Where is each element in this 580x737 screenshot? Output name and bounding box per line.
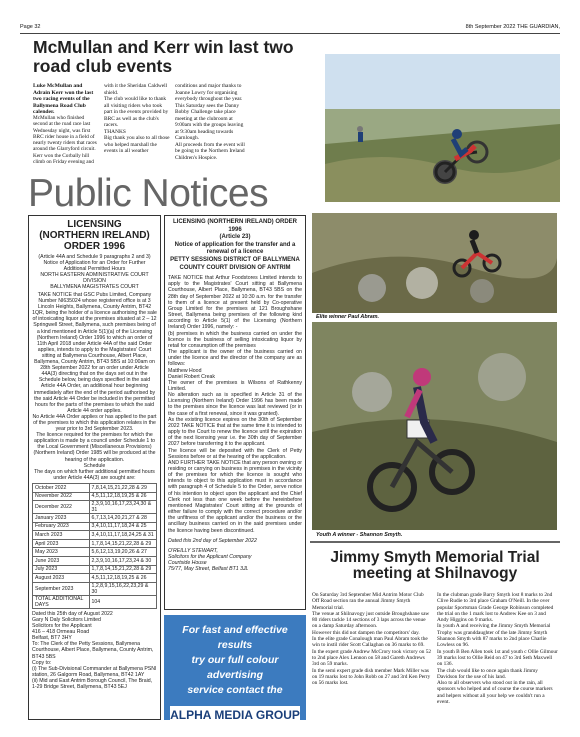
ad-line-1: For fast and effective results <box>182 624 288 651</box>
ad-brand: ALPHA MEDIA GROUP <box>170 708 300 722</box>
schedule-days: 7,8,14,15,21,22,28 & 29 <box>89 483 157 492</box>
caption-youth: Youth A winner - Shannon Smyth. <box>316 532 403 538</box>
schedule-row <box>33 582 157 595</box>
schedule-days: 1,7,8,14,15,21,22,28 & 29 <box>89 565 157 574</box>
alpha-media-ad <box>164 615 306 720</box>
schedule-days: 1,7,8,14,15,21,22,28 & 29 <box>89 539 157 548</box>
schedule-days: 2,3,9,10,16,17,23,24,30 & 31 <box>89 501 157 514</box>
schedule-row <box>33 548 157 557</box>
public-notices-title: Public Notices <box>28 172 269 215</box>
schedule-days: 2,3,9,10,16,17,23,24 & 30 <box>89 557 157 566</box>
jimmy-col-b: In the clubman grade Barry Smyth lost 8 marks to 2nd Clive Rudie to 3rd place Graham O'Neill. In the over popular Sportsman Grade George Robinson completed the trial on the 1 mark lost to Andrew Kee on 3 and Andy Higgins on 9 marks. In youth A and receiving the Jimmy Smyth Memorial Trophy was granddaughter of the late Jimmy Smyth Shannon Smyth with 87 marks to 2nd place Charlie Lowless on 96. In youth B Ben Allen took 1st and youth c Ollie Gilmour 39 marks lost to Ollie Reid on 47 to 3rd Seth Maxwell on 136. The club would like to once again thank Jimmy Davidson for the use of his land. Also to all observers who stood out in the rain, all sponsors who helped and of course the course markers and helpers without all your help we couldn't run a event. <box>437 592 558 706</box>
road-club-col1: McMullan who finished second at the road race last Wednesday night, was first BRC rider house in a field of nearly twenty riders that races around the Glarryford circuit. Kerr won the Corbally hill climb on Friday evening and <box>33 115 97 166</box>
licensing-notice-subtitle: (Article 44A and Schedule 9 paragraphs 2 and 3) Notice of Application for an Order for Further Additional Permitted Hours NORTH EASTERN ADMINISTRATIVE COURT DIVISION BALLYMENA MAGISTRATES COURT <box>38 254 151 290</box>
trial-photo-top <box>325 54 560 202</box>
schedule-days: 4,5,11,12,18,19,25 & 26 <box>89 492 157 501</box>
schedule-month: September 2023 <box>33 582 90 595</box>
licensing-notice-footer: Dated this 25th day of August 2022 Gary N Daly Solicitors Limited Solicitors for the Applicant 416 – 418 Ormeau Road Belfast, BT7 3HY To: The Clerk of the Petty Sessions, Ballymena Courthouse, Albert Place, Ballymena, County Antrim, BT43 5BS Copy to: (i) The Sub-Divisional Commander at Ballymena PSNI station, 26 Galgorm Road, Ballymena, BT42 1AY (ii) Mid and East Antrim Borough Council, The Braid, 1-29 Bridge Street, Ballymena, BT43 5EJ <box>32 610 157 690</box>
page-header <box>20 23 560 34</box>
schedule-row <box>33 539 157 548</box>
schedule-row <box>33 557 157 566</box>
jimmy-col-a: On Saturday 3rd September Mid Antrim Motor Club Off Road section ran the annual Jimmy Smyth Memorial trial. The venue at Shilnavogy just outside Broughshane saw 80 riders tackle 14 sections of 3 laps across the venue on a damp Saturday afternoon. However this did not dampen the competitors' day. In the elite grade Conalough man Paul Abram took the win to instil rider Scott Callaghan on 36 marks to 69. In the expert grade Andrew McCrory took victory on 52 to 2nd place Alex Lennon on 58 and Gareth Andrews 3rd on 59 marks. In the semi expert grade dish member Mark Miller was on 19 marks lost to John Robb on 27 and 3rd Ken Perry on 56 marks lost. <box>312 592 432 687</box>
schedule-month: October 2022 <box>33 483 90 492</box>
licensing-notice-gsc <box>28 215 161 720</box>
licensing-notice-arthur <box>164 215 306 610</box>
schedule-row <box>33 595 157 608</box>
schedule-table <box>32 483 157 609</box>
licensing-notice2-dated: Dated this 2nd day of September 2022 <box>168 537 257 544</box>
schedule-days: 3,4,10,11,17,18,24,25 & 31 <box>89 531 157 540</box>
licensing-notice2-title: LICENSING (NORTHERN IRELAND) ORDER 1996 (Article 23) Notice of application for the transfer and a renewal of a licence PETTY SESSIONS DISTRICT OF BALLYMENA COUNTY COURT DIVISION OF ANTRIM <box>170 219 300 271</box>
road-club-col2: with it the Sheridan Caldwell shield. The club would like to thank all visiting riders who took part in the events provided by BRC as well as the club's racers. THANKS Big thank you also to all those who helped marshall the events in all weather <box>104 83 170 154</box>
schedule-days: 3,4,10,11,17,18,24 & 25 <box>89 522 157 531</box>
schedule-month: April 2023 <box>33 539 90 548</box>
schedule-row <box>33 492 157 501</box>
schedule-days: 1,2,8,9,15,16,22,23,29 & 30 <box>89 582 157 595</box>
schedule-month: February 2023 <box>33 522 90 531</box>
trial-photo-youth <box>312 322 557 530</box>
schedule-row <box>33 565 157 574</box>
jimmy-headline: Jimmy Smyth Memorial Trial meeting at Shilnavogy <box>330 549 540 582</box>
schedule-month: January 2023 <box>33 514 90 523</box>
divider <box>310 541 560 543</box>
licensing-notice-body: TAKE NOTICE that GSC Pubs Limited, Company Number NI635024 whose registered office is at 3 Lincoln Heights, Ballymena, County Antrim, BT42 1QR, being the holder of a licence authorising the sale of intoxicating liquor at the premises situated at 2 – 12 Springwell Street, Ballymena, such premises being of a kind mentioned in Article 5(1)(a) of the Licensing (Northern Ireland) Order 1996 to which an order of 11th April 2018 under Article 44A of the said Order applies, intends to apply to the Magistrates' Court sitting at Ballymena Courthouse, Albert Place, Ballymena, County Antrim, BT43 5BS at 10:00am on 28th September 2022 for an order under Article 44A(3) directing that on the days set out in the Schedule below, being days specified in the said Article 44A Order, an additional hour beginning immediately after the end of the period authorised by the said Article 44 Order be included in the permitted hours for the parts of the premises to which the said Article 44 order applies. No Article 44A Order applies or has applied to the part of the premises to which this application relates in the year prior to 3rd September 2023. The licence required for the premises for which the application is made by a council under Schedule 1 to the Local Government (Miscellaneous Provisions)(Northern Ireland) Order 1985 will be produced at the hearing of the application. Schedule The days on which further additional permitted hours under Article 44A(3) are sought are: <box>32 292 157 481</box>
header-date: 8th September 2022 THE GUARDIAN, <box>465 24 560 30</box>
licensing-notice2-body: TAKE NOTICE that Arthur Foodstores Limited intends to apply to the Magistrates' Court sitting at Ballymena Courthouse, Albert Place, Ballymena, BT43 5BS on the 28th day of September 2022 at 10:30 a.m. for the transfer to them of a licence at present held by Co-operative Group Limited for the premises at 121 Broughshane Street, Ballymena being premises of the following kind according to Article 5(1) of the Licensing (Northern Ireland) Order 1996, namely: - (b) premises in which the business carried on under the licence is the business of selling intoxicating liquor by retail for consumption off the premises The applicant is the owner of the business carried on under the licence and the director of the company are as follows: Matthew Hood Daniel Robert Creak The owner of the premises is Wilsons of Rathkenny Limited. No alteration such as is specified in Article 31 of the Licensing (Northern Ireland) Order 1996 has been made to the premises since the licence was last reviewed (or in the case of a first renewal, since it was granted). As the existing licence expires on the 30th of September 2022 TAKE NOTICE that at the same time it is intended to apply to the Court to renew the licence until the expiration of the next licensing year i.e. the 30th day of September 2027 before transferring it to the applicant. The licence will be deposited with the Clerk of Petty Sessions before or at the hearing of the application. AND FURTHER TAKE NOTICE that any person owning or residing or carrying on business in premises in the vicinity of the premises for which the licence is sought who intends to object to this application must in accordance with paragraph 4 of Schedule 5 to the Order, serve notice of his intention to object upon the applicant and the Chief Clerk not less than one week before the hereinbefore mentioned Magistrates' Court sitting at the grounds of either failure to comply with the correct procedure and/or the unfitness of the applicant and/or the business or the ancillary business carried on in the said premises under the licence having been discontinued. <box>168 275 302 534</box>
licensing-notice-title: LICENSING (NORTHERN IRELAND) ORDER 1996 <box>39 219 150 252</box>
schedule-month: TOTAL ADDITIONAL DAYS <box>33 595 90 608</box>
schedule-row <box>33 574 157 583</box>
schedule-month: May 2023 <box>33 548 90 557</box>
schedule-days: 104 <box>89 595 157 608</box>
page-number: Page 32 <box>20 24 41 30</box>
schedule-month: March 2023 <box>33 531 90 540</box>
schedule-row <box>33 483 157 492</box>
caption-elite: Elite winner Paul Abram. <box>316 314 380 320</box>
schedule-days: 6,7,13,14,20,21,27 & 28 <box>89 514 157 523</box>
headline-road-club: McMullan and Kerr win last two road club events <box>33 37 294 76</box>
trial-photo-elite <box>312 213 557 313</box>
schedule-row <box>33 514 157 523</box>
schedule-month: December 2022 <box>33 501 90 514</box>
schedule-row <box>33 531 157 540</box>
schedule-days: 5,6,12,13,19,20,26 & 27 <box>89 548 157 557</box>
licensing-notice2-signature: O'REILLY STEWART, Solicitors for the Applicant Company Courtside House 75/77, May Street, Belfast BT1 3JL <box>168 547 252 573</box>
ad-line-2: try our full colour advertising <box>191 654 279 681</box>
road-club-lede: Luke McMullan and Adrain Kerr won the last two racing events of the Ballymena Road Club calender. <box>33 83 94 115</box>
schedule-month: November 2022 <box>33 492 90 501</box>
ad-line-3: service contact the <box>187 684 283 696</box>
schedule-row <box>33 501 157 514</box>
schedule-row <box>33 522 157 531</box>
schedule-month: June 2023 <box>33 557 90 566</box>
schedule-days: 4,5,11,12,18,19,25 & 26 <box>89 574 157 583</box>
road-club-col3: conditions and major thanks to Joanne Lowry for organising everybody throughout the year. This Saturday sees the Danny Bobby Challenge take place meeting at the clubroom at 9:00am with the groups leaving at 9:30am heading towards Carnlough. All proceeds from the event will be going to the Northern Ireland Children's Hospice. <box>175 83 245 161</box>
schedule-month: July 2023 <box>33 565 90 574</box>
schedule-month: August 2023 <box>33 574 90 583</box>
